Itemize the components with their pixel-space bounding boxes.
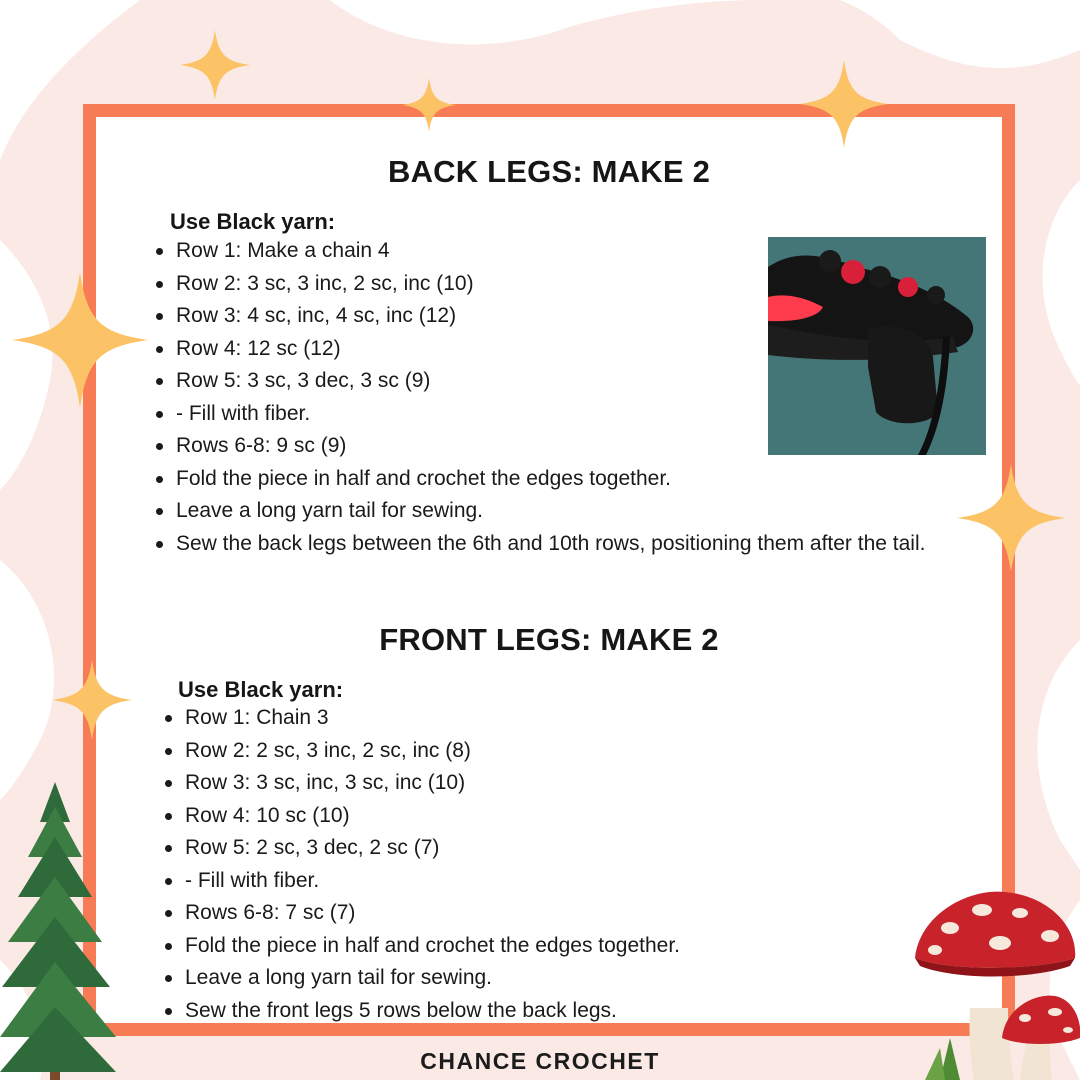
list-item: Sew the back legs between the 6th and 10th rows, positioning them after the tail. bbox=[154, 528, 974, 561]
sparkle-icon bbox=[180, 30, 250, 100]
sparkle-icon bbox=[12, 272, 148, 408]
list-item: Row 2: 3 sc, 3 inc, 2 sc, inc (10) bbox=[154, 268, 974, 301]
list-item: Row 3: 3 sc, inc, 3 sc, inc (10) bbox=[163, 767, 863, 800]
list-item: Row 2: 2 sc, 3 inc, 2 sc, inc (8) bbox=[163, 735, 863, 768]
crochet-back-leg-photo bbox=[768, 237, 986, 455]
list-item: Fold the piece in half and crochet the edges together. bbox=[163, 930, 863, 963]
list-item: Row 3: 4 sc, inc, 4 sc, inc (12) bbox=[154, 300, 974, 333]
front-legs-yarn-label: Use Black yarn: bbox=[178, 677, 344, 702]
list-item: Row 4: 12 sc (12) bbox=[154, 333, 974, 366]
list-item: Fold the piece in half and crochet the edges together. bbox=[154, 463, 974, 496]
pine-tree-icon bbox=[0, 782, 118, 1080]
list-item: Leave a long yarn tail for sewing. bbox=[154, 495, 974, 528]
sparkle-icon bbox=[957, 464, 1065, 572]
list-item: Leave a long yarn tail for sewing. bbox=[163, 962, 863, 995]
front-legs-title: FRONT LEGS: MAKE 2 bbox=[379, 622, 719, 657]
list-item: Sew the front legs 5 rows below the back legs. bbox=[163, 995, 863, 1028]
sparkle-icon bbox=[52, 660, 132, 740]
list-item: Rows 6-8: 7 sc (7) bbox=[163, 897, 863, 930]
list-item: - Fill with fiber. bbox=[154, 398, 974, 431]
front-legs-steps bbox=[163, 702, 863, 1027]
brand-name: CHANCE CROCHET bbox=[420, 1048, 660, 1074]
pattern-card bbox=[83, 104, 1015, 1036]
back-legs-title: BACK LEGS: MAKE 2 bbox=[387, 154, 711, 189]
list-item: Row 5: 3 sc, 3 dec, 3 sc (9) bbox=[154, 365, 974, 398]
list-item: Rows 6-8: 9 sc (9) bbox=[154, 430, 974, 463]
list-item: Row 4: 10 sc (10) bbox=[163, 800, 863, 833]
sparkle-icon bbox=[800, 60, 888, 148]
list-item: Row 5: 2 sc, 3 dec, 2 sc (7) bbox=[163, 832, 863, 865]
list-item: Row 1: Make a chain 4 bbox=[154, 235, 974, 268]
back-legs-yarn-label: Use Black yarn: bbox=[170, 209, 336, 234]
sparkle-icon bbox=[402, 78, 456, 132]
list-item: Row 1: Chain 3 bbox=[163, 702, 863, 735]
list-item: - Fill with fiber. bbox=[163, 865, 863, 898]
